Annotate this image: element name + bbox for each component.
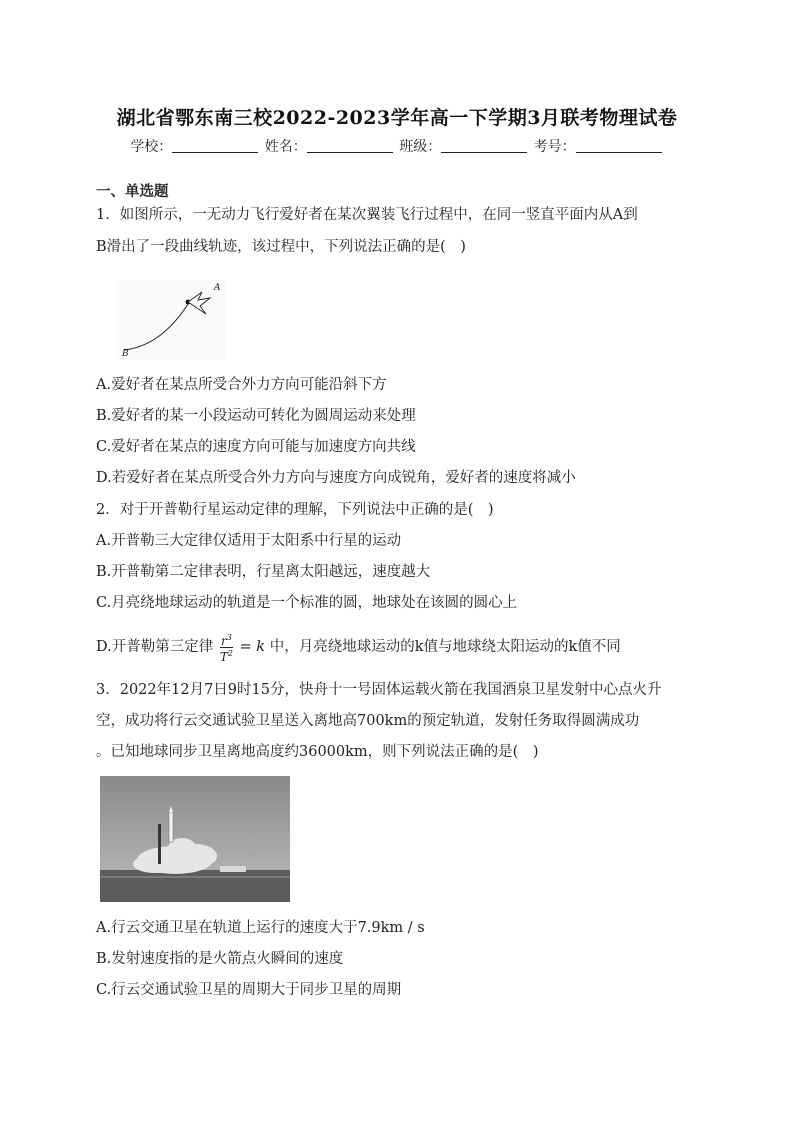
name-label: 姓名：	[264, 139, 307, 155]
q1-option-a: A.爱好者在某点所受合外力方向可能沿斜下方	[96, 377, 387, 393]
q2-stem: 2．对于开普勒行星运动定律的理解，下列说法中正确的是( )	[96, 502, 494, 518]
fig-label-b: B	[122, 349, 129, 359]
rocket-launch-photo	[100, 776, 290, 902]
page-title: 湖北省鄂东南三校2022-2023学年高一下学期3月联考物理试卷	[116, 107, 678, 129]
section-title: 一、单选题	[96, 184, 169, 200]
formula-num-exp: 3	[226, 632, 232, 642]
q3-option-a: A.行云交通卫星在轨道上运行的速度大于7.9km / s	[96, 920, 425, 936]
school-blank	[172, 138, 258, 153]
q3-stem-line2: 空，成功将行云交通试验卫星送入离地高700km的预定轨道，发射任务取得圆满成功	[96, 713, 640, 729]
q1-stem-line2: B滑出了一段曲线轨迹，该过程中，下列说法正确的是( )	[96, 239, 466, 255]
q3-stem-line3: 。已知地球同步卫星离地高度约36000km，则下列说法正确的是( )	[96, 744, 539, 760]
name-blank	[307, 138, 393, 153]
launch-tower	[158, 824, 161, 864]
q3-option-b: B.发射速度指的是火箭点火瞬间的速度	[96, 951, 344, 967]
formula-den: T	[219, 649, 228, 664]
class-blank	[441, 138, 527, 153]
q3-option-c: C.行云交通试验卫星的周期大于同步卫星的周期	[96, 982, 402, 998]
rocket-icon	[169, 812, 173, 842]
fig-label-a: A	[214, 283, 221, 293]
q1-trajectory-figure	[116, 280, 226, 360]
formula-den-exp: 2	[227, 648, 233, 658]
number-label: 考号：	[533, 139, 576, 155]
formula-num: r	[220, 633, 227, 648]
student-info-row	[0, 136, 794, 156]
q1-option-b: B.爱好者的某一小段运动可转化为圆周运动来处理	[96, 408, 416, 424]
q2-option-d	[96, 630, 621, 664]
number-blank	[576, 138, 662, 153]
q2-option-b: B.开普勒第二定律表明，行星离太阳越远，速度越大	[96, 564, 431, 580]
q2-option-d-suffix: 中，月亮绕地球运动的k值与地球绕太阳运动的k值不同	[269, 639, 621, 655]
school-label: 学校：	[130, 139, 173, 155]
q1-option-c: C.爱好者在某点的速度方向可能与加速度方向共线	[96, 439, 416, 455]
class-label: 班级：	[399, 139, 442, 155]
q2-option-c: C.月亮绕地球运动的轨道是一个标准的圆，地球处在该圆的圆心上	[96, 595, 518, 611]
q1-option-d: D.若爱好者在某点所受合外力方向与速度方向成锐角，爱好者的速度将减小	[96, 470, 576, 486]
kepler-formula	[220, 632, 233, 663]
q1-stem-line1: 1．如图所示，一无动力飞行爱好者在某次翼装飞行过程中，在同一竖直平面内从A到	[96, 207, 638, 223]
q2-option-a: A.开普勒三大定律仅适用于太阳系中行星的运动	[96, 533, 402, 549]
q2-option-d-prefix: D.开普勒第三定律	[96, 639, 214, 655]
q3-stem-line1: 3．2022年12月7日9时15分，快舟十一号固体运载火箭在我国酒泉卫星发射中心点火升	[96, 682, 662, 698]
formula-rhs: = k	[239, 639, 266, 655]
